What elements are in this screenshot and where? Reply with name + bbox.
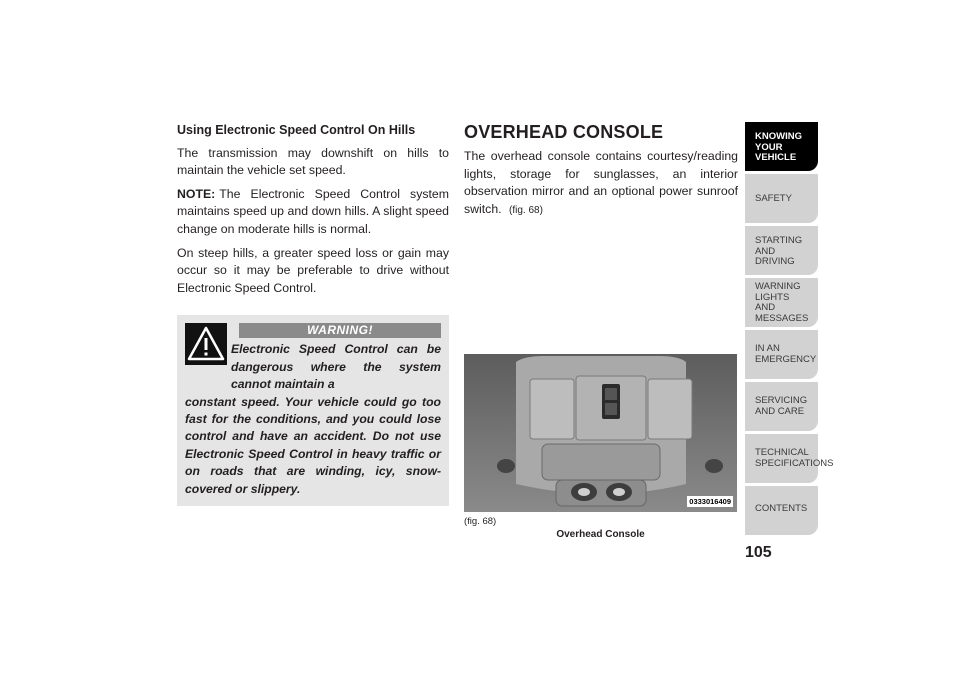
- figure-reference-link[interactable]: (fig. 68): [509, 204, 543, 216]
- nav-tab-line: AND: [755, 302, 776, 313]
- nav-tab-line: EMERGENCY: [755, 353, 817, 365]
- nav-tab-line: YOUR: [755, 141, 783, 153]
- nav-tab-line: STARTING: [755, 235, 803, 246]
- nav-tab-technical-specifications[interactable]: [745, 434, 834, 483]
- overhead-console-text: The overhead console contains courtesy/reading lights, storage for sunglasses, an interior observation mirror and an optional power sunroof switch.: [464, 149, 738, 216]
- nav-tab-line: DRIVING: [755, 256, 795, 267]
- nav-tab-line: KNOWING: [755, 131, 802, 142]
- nav-tab-line: MESSAGES: [755, 312, 809, 324]
- paragraph-steep-hills: On steep hills, a greater speed loss or gain may occur so it may be preferable to drive without Electronic Speed Control.: [177, 245, 449, 295]
- nav-tab-safety[interactable]: [745, 174, 818, 223]
- nav-tab-starting-and-driving[interactable]: [745, 226, 818, 275]
- section-title: OVERHEAD CONSOLE: [464, 122, 664, 142]
- nav-tab-in-an-emergency[interactable]: [745, 330, 818, 379]
- overhead-console-photo: [464, 354, 737, 512]
- nav-tab-line: AND CARE: [755, 405, 805, 417]
- nav-tab-line: IN AN: [755, 343, 780, 354]
- overhead-console-description: [464, 148, 738, 219]
- warning-text-rest: constant speed. Your vehicle could go too fast for the conditions, and you could lose control and have an accident. Do not use Electronic Speed Control in heavy traffic or on roads that are winding, icy, snow-covered or slippery.: [185, 394, 441, 496]
- nav-tab-contents[interactable]: [745, 486, 818, 535]
- note-text: The Electronic Speed Control system maintains speed up and down hills. A slight speed change on moderate hills is normal.: [177, 186, 449, 236]
- figure-code: 0333016409: [689, 497, 731, 506]
- nav-tab-line: VEHICLE: [755, 152, 797, 163]
- warning-box: [177, 315, 449, 506]
- left-column: [177, 122, 449, 506]
- figure-caption: Overhead Console: [556, 529, 645, 540]
- nav-tab-servicing-and-care[interactable]: [745, 382, 818, 431]
- right-column: [464, 122, 738, 225]
- nav-tab-line: WARNING: [755, 281, 801, 292]
- note-label: NOTE:: [177, 186, 216, 201]
- nav-tab-warning-lights-and-messages[interactable]: [745, 278, 818, 327]
- nav-tab-line: LIGHTS: [755, 291, 790, 303]
- paragraph-downshift: The transmission may downshift on hills to maintain the vehicle set speed.: [177, 145, 449, 178]
- figure-label: (fig. 68): [464, 516, 497, 527]
- section-subheading: Using Electronic Speed Control On Hills: [177, 123, 416, 137]
- note-paragraph: [177, 186, 449, 239]
- nav-tab-knowing-your-vehicle[interactable]: [745, 122, 818, 171]
- warning-triangle-icon: [185, 323, 227, 365]
- nav-tab-line: CONTENTS: [755, 503, 808, 514]
- warning-text-indented: Electronic Speed Control can be dangerous where the system cannot maintain a: [231, 342, 441, 392]
- nav-tab-line: SPECIFICATIONS: [755, 457, 834, 469]
- nav-tab-line: SERVICING: [755, 395, 808, 406]
- warning-title: WARNING!: [239, 323, 441, 338]
- nav-tab-line: SAFETY: [755, 193, 792, 204]
- nav-tab-line: AND: [755, 245, 776, 257]
- nav-tab-line: TECHNICAL: [755, 447, 809, 458]
- chapter-nav: [745, 122, 834, 538]
- page-number: 105: [745, 544, 772, 561]
